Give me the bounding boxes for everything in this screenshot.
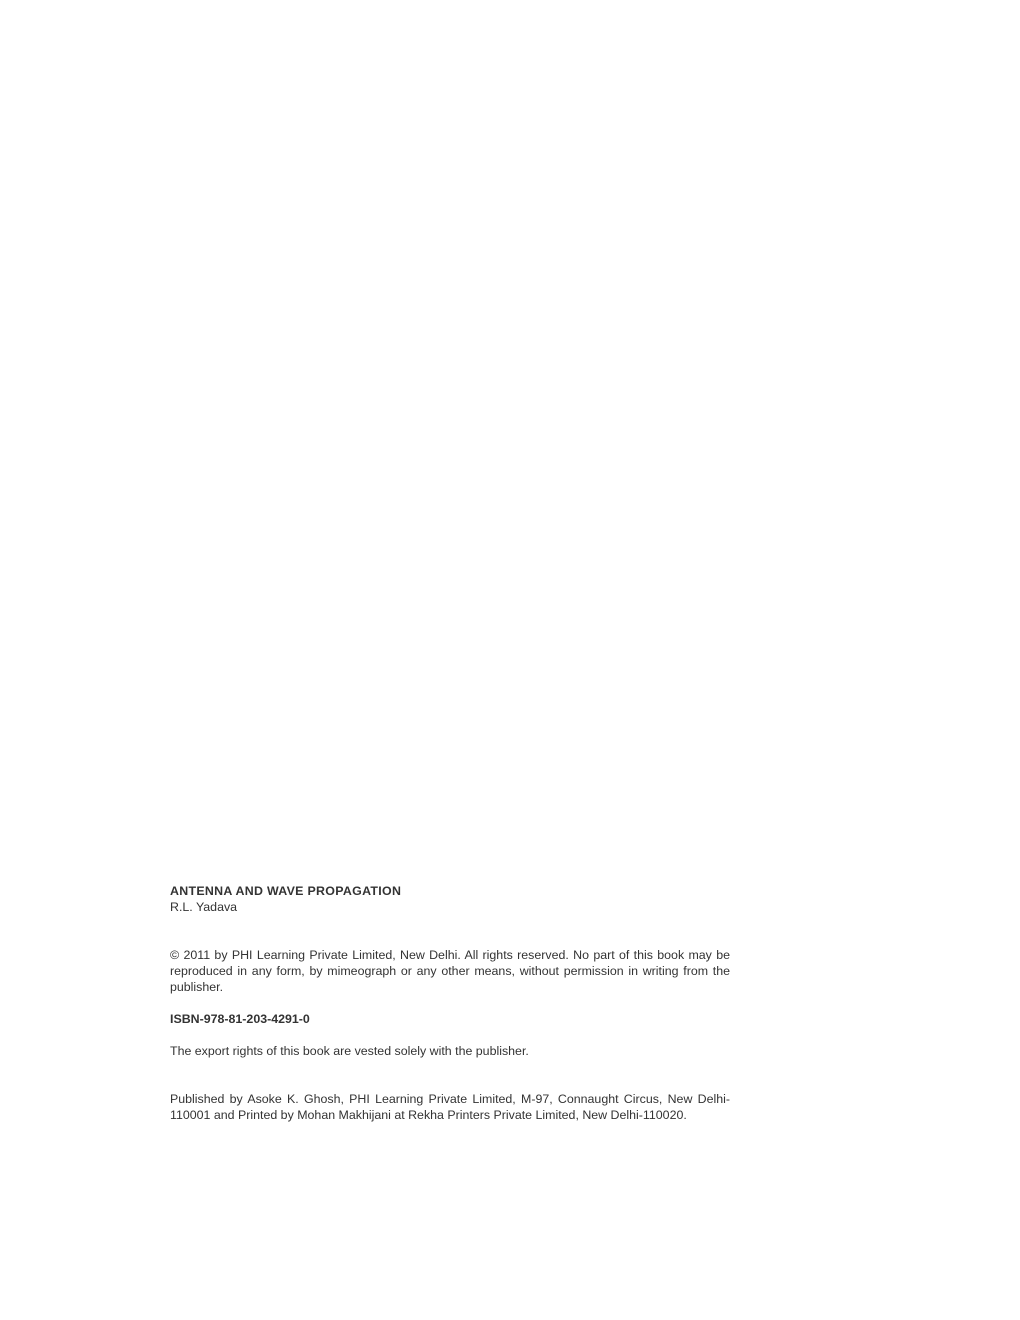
isbn: ISBN-978-81-203-4291-0 xyxy=(170,1012,310,1026)
export-rights-notice: The export rights of this book are vested solely with the publisher. xyxy=(170,1044,529,1058)
imprint-block xyxy=(170,883,730,1123)
publisher-printer-info: Published by Asoke K. Ghosh, PHI Learning Private Limited, M-97, Connaught Circus, New Delhi-110001 and Printed by Mohan Makhijani at Rekha Printers Private Limited, New Delhi-110020. xyxy=(170,1092,730,1122)
book-author: R.L. Yadava xyxy=(170,900,238,914)
copyright-notice: © 2011 by PHI Learning Private Limited, New Delhi. All rights reserved. No part of this book may be reproduced in any form, by mimeograph or any other means, without permission in writing from the publisher. xyxy=(170,948,730,994)
book-title: ANTENNA AND WAVE PROPAGATION xyxy=(170,884,402,898)
